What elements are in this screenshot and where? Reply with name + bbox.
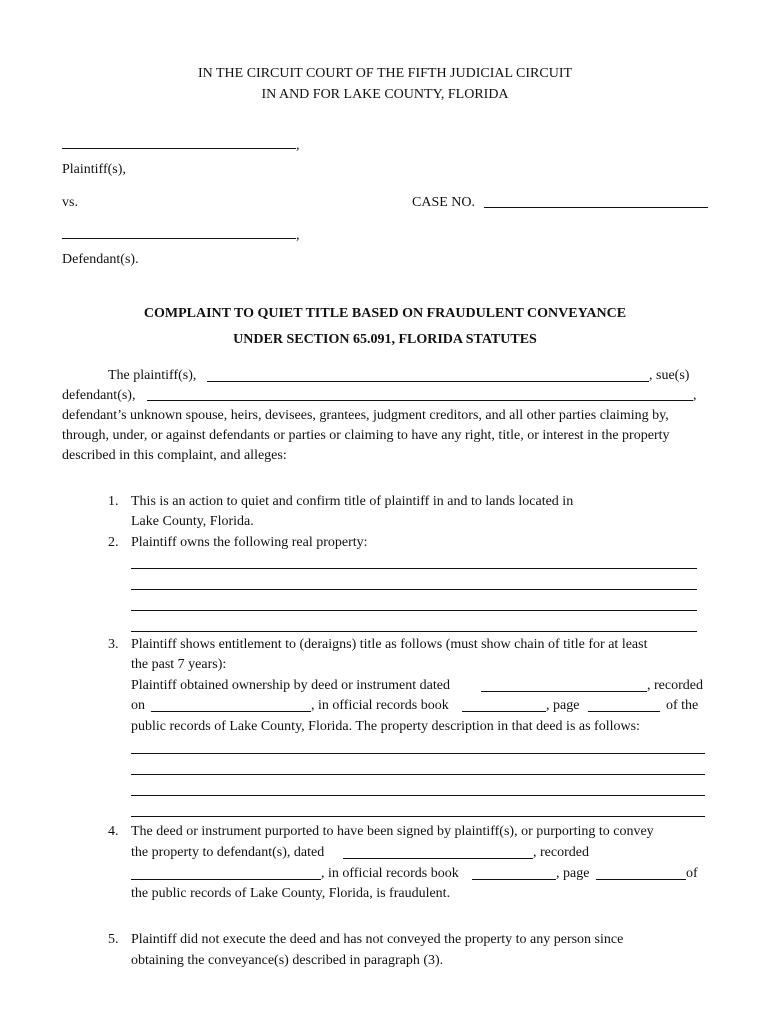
property-description-blank-4[interactable] [131,631,697,632]
property-description-blank-2[interactable] [131,589,697,590]
paragraph-4-recorded-label: , recorded [533,845,589,860]
defendant-name-blank[interactable] [62,238,296,239]
deed-property-description-blank-4[interactable] [131,816,705,817]
plaintiff-label: Plaintiff(s), [62,162,126,177]
deed-property-description-blank-2[interactable] [131,774,705,775]
fraudulent-page-blank[interactable] [596,879,686,880]
deed-property-description-blank-3[interactable] [131,795,705,796]
intro-defendants-label: defendant(s), [62,388,136,403]
plaintiff-name-blank[interactable] [62,148,296,149]
complaint-title-line-1: COMPLAINT TO QUIET TITLE BASED ON FRAUDULENT CONVEYANCE [143,306,627,321]
intro-text-line-5: described in this complaint, and alleges: [62,448,287,463]
paragraph-3-records-book-label: , in official records book [311,698,449,713]
intro-sues-label: , sue(s) [649,368,690,383]
intro-defendants-blank[interactable] [147,400,693,401]
paragraph-3-line-1: Plaintiff shows entitlement to (deraigns) title as follows (must show chain of title for at least [131,637,648,652]
paragraph-3-deed-text: Plaintiff obtained ownership by deed or instrument dated [131,678,450,693]
paragraph-4-line-4: the public records of Lake County, Florida, is fraudulent. [131,886,451,901]
fraudulent-records-book-blank[interactable] [472,879,556,880]
paragraph-4-records-book-label: , in official records book [321,866,459,881]
intro-text-line-4: through, under, or against defendants or parties or claiming to have any right, title, or interest in the property [62,428,670,443]
paragraph-4-of-label: of [686,866,698,881]
property-description-blank-1[interactable] [131,568,697,569]
paragraph-2-number: 2. [108,535,119,550]
defendant-comma: , [296,228,300,243]
records-book-blank[interactable] [462,711,546,712]
intro-plaintiffs-blank[interactable] [207,381,649,382]
deed-property-description-blank-1[interactable] [131,753,705,754]
paragraph-4-number: 4. [108,824,119,839]
page-number-blank[interactable] [588,711,660,712]
complaint-title-line-2: UNDER SECTION 65.091, FLORIDA STATUTES [233,332,537,347]
paragraph-5-number: 5. [108,932,119,947]
paragraph-3-on-label: on [131,698,145,713]
intro-text-line-3: defendant’s unknown spouse, heirs, devisees, grantees, judgment creditors, and all other parties claiming by, [62,408,669,423]
property-description-blank-3[interactable] [131,610,697,611]
paragraph-1-line-2: Lake County, Florida. [131,514,254,529]
deed-date-blank[interactable] [481,691,647,692]
paragraph-3-page-label: , page [546,698,580,713]
court-header-line-1: IN THE CIRCUIT COURT OF THE FIFTH JUDICIAL CIRCUIT [197,66,573,81]
paragraph-4-dated-text: the property to defendant(s), dated [131,845,325,860]
paragraph-2-line-1: Plaintiff owns the following real property: [131,535,368,550]
paragraph-1-line-1: This is an action to quiet and confirm title of plaintiff in and to lands located in [131,494,574,509]
paragraph-5-line-2: obtaining the conveyance(s) described in paragraph (3). [131,953,444,968]
case-no-label: CASE NO. [412,195,476,210]
paragraph-3-number: 3. [108,637,119,652]
paragraph-4-line-1: The deed or instrument purported to have been signed by plaintiff(s), or purporting to convey [131,824,654,839]
paragraph-3-line-5: public records of Lake County, Florida. The property description in that deed is as follows: [131,719,640,734]
plaintiff-comma: , [296,138,300,153]
paragraph-3-line-2: the past 7 years): [131,657,227,672]
fraudulent-deed-date-blank[interactable] [343,858,533,859]
paragraph-1-number: 1. [108,494,119,509]
paragraph-3-of-the-label: of the [666,698,699,713]
vs-label: vs. [62,195,78,210]
paragraph-3-recorded-label: , recorded [647,678,703,693]
paragraph-5-line-1: Plaintiff did not execute the deed and has not conveyed the property to any person since [131,932,624,947]
fraudulent-deed-recorded-blank[interactable] [131,879,321,880]
court-header-line-2: IN AND FOR LAKE COUNTY, FLORIDA [261,87,509,102]
paragraph-4-page-label: , page [556,866,590,881]
defendant-label: Defendant(s). [62,252,139,267]
recorded-on-date-blank[interactable] [151,711,311,712]
intro-plaintiffs-label: The plaintiff(s), [108,368,197,383]
intro-defendants-comma: , [693,388,697,403]
case-number-blank[interactable] [484,207,708,208]
